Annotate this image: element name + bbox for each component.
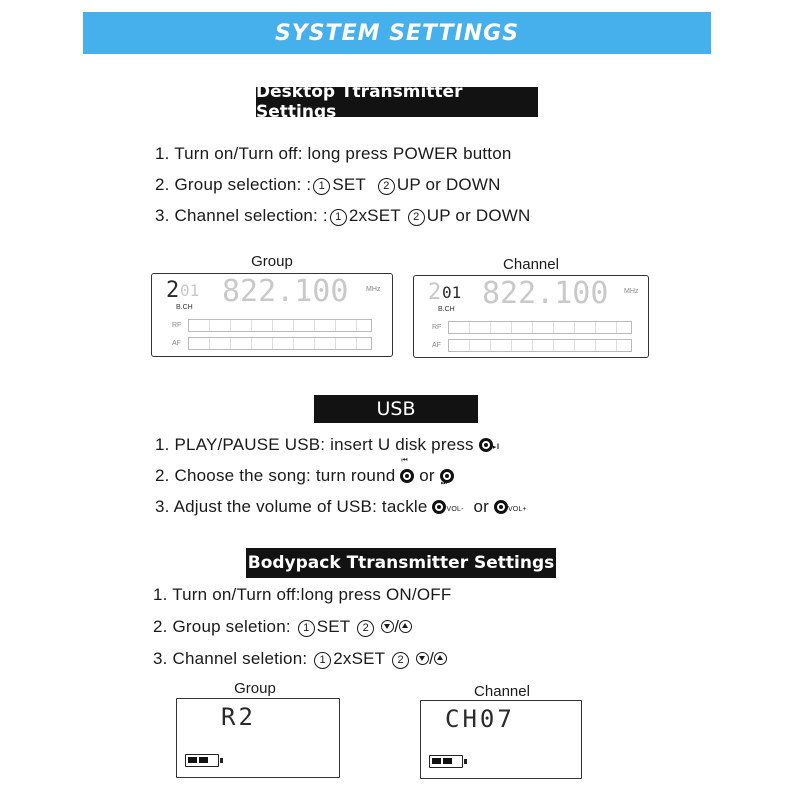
up-arrow-icon bbox=[399, 620, 412, 633]
bodypack-channel-display: CH07 bbox=[445, 705, 515, 733]
page-title: SYSTEM SETTINGS bbox=[274, 20, 520, 46]
battery-icon bbox=[185, 754, 219, 767]
circled-one-icon: 1 bbox=[314, 652, 331, 669]
up-arrow-icon bbox=[434, 652, 447, 665]
group-mhz: MHz bbox=[366, 286, 381, 293]
channel-frequency: 822.100 bbox=[482, 276, 609, 311]
down-arrow-icon bbox=[381, 620, 394, 633]
next-track-tag: ⏭ bbox=[440, 480, 448, 487]
bodypack-group-display: R2 bbox=[221, 703, 256, 731]
bodypack-step-2: 2. Group seletion: 1 SET 2 / bbox=[153, 617, 412, 637]
bodypack-section-title bbox=[246, 548, 556, 578]
channel-rf-bar bbox=[448, 321, 632, 334]
circled-two-icon: 2 bbox=[392, 652, 409, 669]
circled-two-icon: 2 bbox=[408, 209, 425, 226]
down-arrow-icon bbox=[416, 652, 429, 665]
desktop-section-title bbox=[256, 82, 538, 122]
group-rf-bar bbox=[188, 319, 372, 332]
channel-rf: RF bbox=[432, 324, 442, 331]
bodypack-title-text: Bodypack Ttransmitter Settings bbox=[247, 553, 555, 573]
channel-mhz: MHz bbox=[624, 288, 639, 295]
usb-step-3: 3. Adjust the volume of USB: tackle VOL- or VOL+ bbox=[155, 497, 527, 516]
group-rf: RF bbox=[172, 322, 182, 329]
circled-one-icon: 1 bbox=[313, 178, 330, 195]
bodypack-channel-caption: Channel bbox=[474, 683, 530, 700]
circled-one-icon: 1 bbox=[330, 209, 347, 226]
play-pause-knob-icon bbox=[479, 438, 493, 452]
bodypack-group-caption: Group bbox=[234, 680, 276, 697]
bodypack-step-3: 3. Channel seletion: 1 2xSET 2 / bbox=[153, 649, 447, 669]
group-af: AF bbox=[172, 340, 181, 347]
desktop-title-text: Desktop Ttransmitter Settings bbox=[256, 82, 463, 122]
volume-up-knob-icon bbox=[494, 500, 508, 514]
volume-down-tag: VOL- bbox=[446, 506, 464, 513]
group-af-bar bbox=[188, 337, 372, 350]
group-frequency: 822.100 bbox=[222, 274, 349, 309]
usb-title-text: USB bbox=[376, 398, 416, 420]
bodypack-group-lcd bbox=[176, 698, 340, 778]
header-banner bbox=[83, 12, 711, 54]
volume-down-knob-icon bbox=[432, 500, 446, 514]
channel-bch: B.CH bbox=[438, 306, 455, 313]
group-number-dim: 01 bbox=[180, 281, 200, 300]
group-number: 2 bbox=[166, 278, 180, 303]
bodypack-channel-lcd bbox=[420, 700, 582, 779]
usb-step-2: 2. Choose the song: turn round ⏮ or ⏭ bbox=[155, 466, 454, 486]
usb-step-1: 1. PLAY/PAUSE USB: insert U disk press ▸‖ bbox=[155, 435, 500, 454]
desktop-channel-lcd bbox=[413, 275, 649, 358]
play-pause-tag: ▸‖ bbox=[492, 444, 500, 451]
group-bch: B.CH bbox=[176, 304, 193, 311]
prev-track-knob-icon bbox=[400, 469, 414, 483]
desktop-group-lcd bbox=[151, 273, 393, 357]
desktop-step-1: 1. Turn on/Turn off: long press POWER button bbox=[155, 144, 512, 163]
channel-number: 2 bbox=[428, 280, 442, 305]
usb-section-title bbox=[314, 395, 478, 423]
bodypack-step-1: 1. Turn on/Turn off:long press ON/OFF bbox=[153, 585, 452, 604]
circled-two-icon: 2 bbox=[357, 620, 374, 637]
desktop-group-caption: Group bbox=[251, 253, 293, 270]
channel-number-dark: 01 bbox=[442, 283, 462, 302]
desktop-step-2: 2. Group selection: : 1 SET 2 UP or DOWN bbox=[155, 175, 501, 194]
circled-two-icon: 2 bbox=[378, 178, 395, 195]
desktop-channel-caption: Channel bbox=[503, 256, 559, 273]
battery-icon bbox=[429, 755, 463, 768]
prev-track-tag: ⏮ bbox=[401, 457, 408, 464]
channel-af: AF bbox=[432, 342, 441, 349]
channel-af-bar bbox=[448, 339, 632, 352]
desktop-step-3: 3. Channel selection: : 1 2xSET 2 UP or DOWN bbox=[155, 206, 531, 225]
volume-up-tag: VOL+ bbox=[507, 506, 527, 513]
circled-one-icon: 1 bbox=[298, 620, 315, 637]
